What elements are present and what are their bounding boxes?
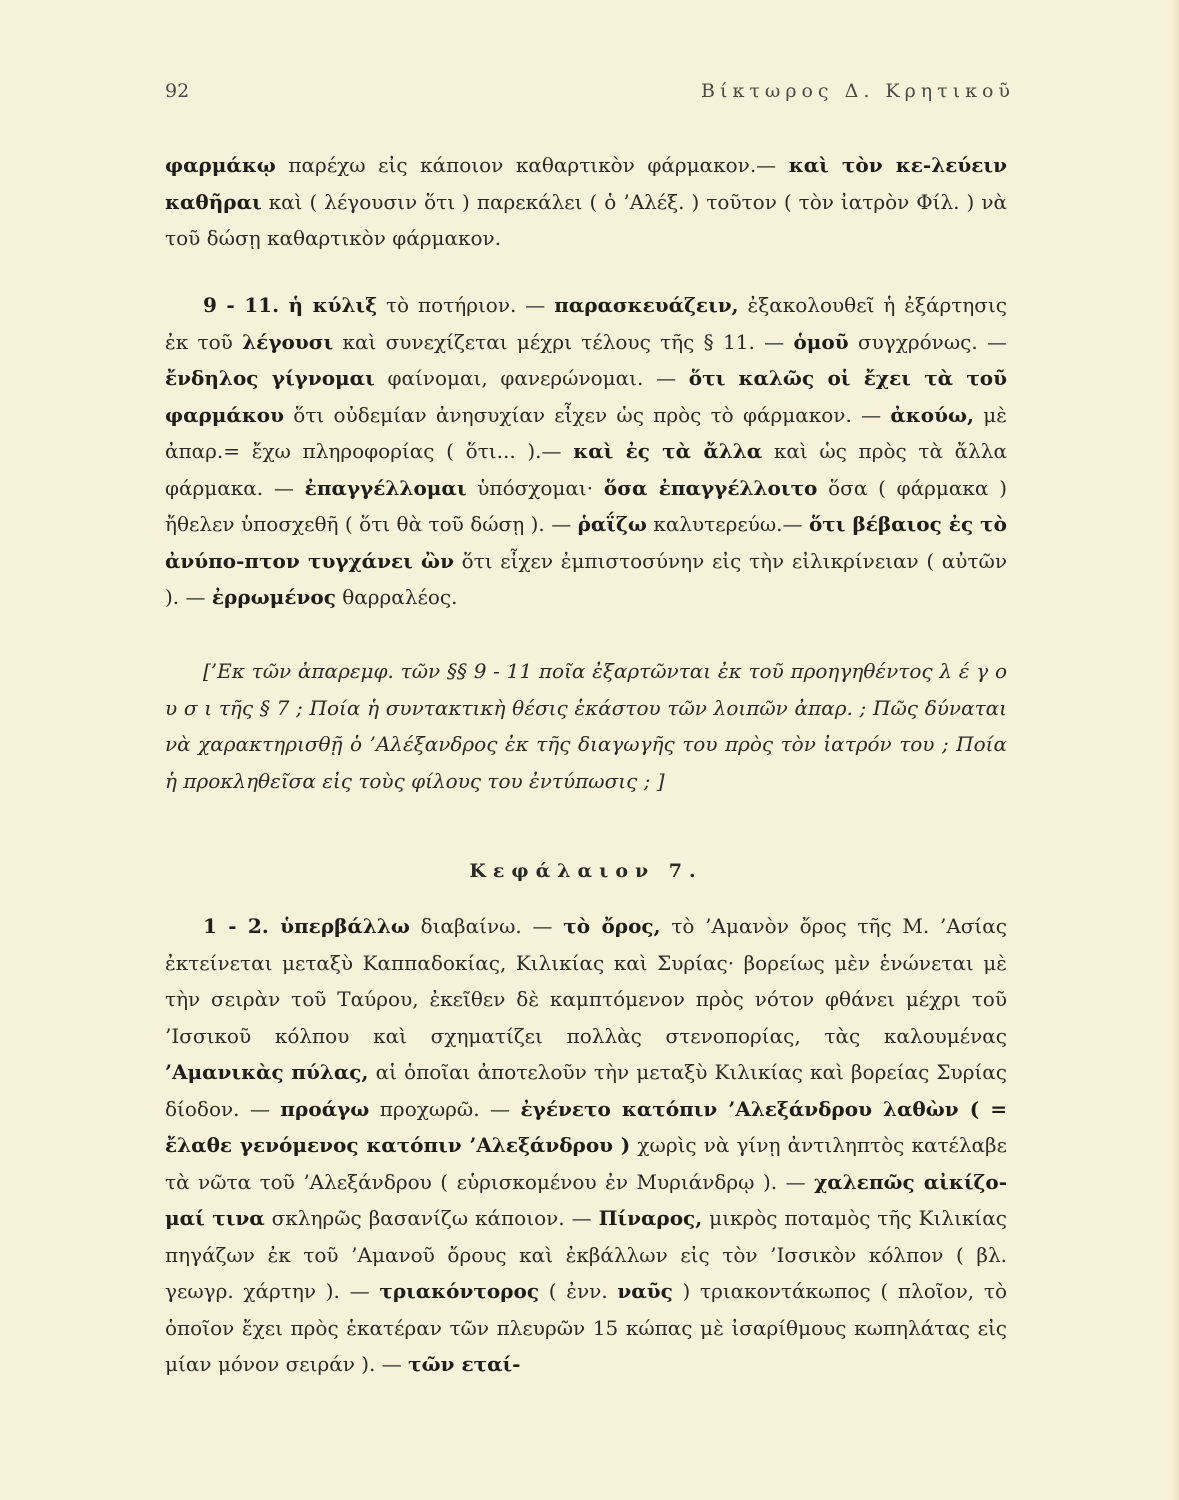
- term: τὸ ὄρος,: [563, 914, 661, 938]
- gloss: καὶ ( λέγουσιν ὅτι ) παρεκάλει ( ὁ ’Αλέξ. ) τοῦτον ( τὸν ἰατρὸν Φίλ. ) νὰ τοῦ δώσῃ καθαρτικὸν φάρμακον.: [165, 189, 1007, 250]
- term: ἀκούω,: [890, 402, 974, 427]
- gloss: μὲ ἀπαρ.= ἔχω πληροφορίας ( ὅτι... ).—: [165, 402, 1007, 463]
- gloss: θαρραλέος.: [335, 585, 458, 609]
- gloss: καλυτερεύω.—: [646, 512, 809, 536]
- gloss: μικρὸς ποταμὸς τῆς Κιλικίας πηγάζων ἐκ τοῦ ’Αμανοῦ ὄρους καὶ ἐκβάλλων εἰς τὸν ’Ισσικὸν κόλπον ( βλ. γεωγρ. χάρτην ). —: [165, 1206, 1007, 1303]
- gloss: ὅσα ( φάρμακα ) ἤθελεν ὑποσχεθῆ ( ὅτι θὰ τοῦ δώσῃ ). —: [165, 475, 1007, 536]
- term: ἐγένετο κατόπιν ’Αλεξάνδρου λαθὼν ( = ἔλαθε γενόμενος κατόπιν ’Αλεξάνδρου ): [165, 1096, 1007, 1157]
- gloss: καὶ συνεχίζεται μέχρι τέλους τῆς § 11. —: [333, 329, 794, 354]
- gloss: τὸ ’Αμανὸν ὄρος τῆς Μ. ’Ασίας ἐκτείνεται μεταξὺ Καππαδοκίας, Κιλικίας καὶ Συρίας· βορείως μὲν ἑνώνεται μὲ τὴν σειρὰν τοῦ Ταύρου, ἐκεῖθεν δὲ καμπτόμενον πρὸς νότον φθάνει μέχρι τοῦ ’Ισσικοῦ κόλπου καὶ σχηματίζει πολλὰς στενοπορίας, τὰς καλουμένας: [165, 914, 1007, 1048]
- gloss: ὅτι οὐδεμίαν ἀνησυχίαν εἶχεν ὡς πρὸς τὸ φάρμακον. —: [284, 402, 891, 427]
- gloss: παρέχω εἰς κάποιον καθαρτικὸν φάρμακον.—: [275, 153, 789, 177]
- gloss: αἱ ὁποῖαι ἀποτελοῦν τὴν μεταξὺ Κιλικίας καὶ βορείας Συρίας δίοδον. —: [165, 1060, 1008, 1121]
- gloss: προχωρῶ. —: [369, 1096, 521, 1121]
- paragraph-1: [165, 147, 1007, 257]
- term: παρασκευάζειν,: [554, 293, 739, 317]
- term: προάγω: [280, 1096, 370, 1121]
- term: ’Αμανικὰς πύλας,: [165, 1060, 369, 1084]
- running-title: Βίκτωρος Δ. Κρητικοῦ: [701, 80, 1015, 102]
- exercise-questions: [’Εκ τῶν ἀπαρεμφ. τῶν §§ 9 - 11 ποῖα ἐξαρτῶνται ἐκ τοῦ προηγηθέντος λ έ γ ο υ σ ι τῆς § 7 ; Ποία ἡ συντακτικὴ θέσις ἑκάστου τῶν λοιπῶν ἀπαρ. ; Πῶς δύναται νὰ χαρακτηρισθῇ ὁ ’Αλέξανδρος ἐκ τῆς διαγωγῆς του πρὸς τὸν ἰατρόν του ; Ποία ἡ προκληθεῖσα εἰς τοὺς φίλους του ἐντύπωσις ; ]: [165, 659, 1007, 793]
- gloss: ἐξακολουθεῖ ἡ ἐξάρτησις ἐκ τοῦ: [165, 293, 1007, 354]
- term: φαρμάκῳ: [165, 153, 276, 177]
- paragraph-4: [165, 908, 1007, 1383]
- gloss: συγχρόνως. —: [848, 329, 1008, 354]
- gloss: ( ἐνν.: [539, 1279, 618, 1303]
- term: ἐρρωμένος: [211, 585, 336, 609]
- term: 9 - 11. ἡ κύλιξ: [203, 293, 378, 317]
- gloss: καὶ ὡς πρὸς τὰ ἄλλα φάρμακα. —: [165, 439, 1007, 500]
- term: καὶ ἐς τὰ ἄλλα: [573, 439, 763, 463]
- term: ναῦς: [617, 1279, 673, 1303]
- term: τριακόντορος: [379, 1279, 540, 1303]
- term: ὅτι καλῶς οἱ ἔχει τὰ τοῦ φαρμάκου: [165, 366, 1008, 427]
- term: ἔνδηλος γίγνομαι: [165, 366, 375, 390]
- gloss: ὑπόσχομαι·: [466, 475, 604, 500]
- term: Πίναρος,: [598, 1206, 703, 1230]
- term: καὶ τὸν κε-λεύειν καθῆραι: [165, 153, 1007, 214]
- page-number: 92: [165, 80, 190, 102]
- term: τῶν εταί-: [408, 1352, 521, 1376]
- term: ὅτι βέβαιος ἐς τὸ ἀνύπο-πτον τυγχάνει ὢν: [165, 512, 1007, 573]
- paragraph-2: [165, 287, 1007, 616]
- gloss: φαίνομαι, φανερώνομαι. —: [374, 366, 689, 390]
- gloss: διαβαίνω. —: [409, 914, 564, 938]
- gloss: σκληρῶς βασανίζω κάποιον. —: [264, 1206, 599, 1230]
- gloss: ὅτι εἶχεν ἐμπιστοσύνην εἰς τὴν εἰλικρίνειαν ( αὐτῶν ). —: [165, 548, 1007, 609]
- chapter-heading: Κεφάλαιον 7.: [469, 860, 703, 882]
- term: ἐπαγγέλλομαι: [304, 475, 467, 500]
- term: 1 - 2. ὑπερβάλλω: [203, 914, 410, 938]
- term: ῥαΐζω: [577, 512, 647, 536]
- term: ὁμοῦ: [793, 329, 849, 354]
- gloss: χωρὶς νὰ γίνῃ ἀντιληπτὸς κατέλαβε τὰ νῶτα τοῦ ’Αλεξάνδρου ( εὑρισκομένου ἐν Μυριάνδρῳ ). —: [165, 1133, 1007, 1194]
- gloss: ) τριακοντάκωπος ( πλοῖον, τὸ ὁποῖον ἔχει πρὸς ἑκατέραν τῶν πλευρῶν 15 κώπας μὲ ἰσαρίθμους κωπηλάτας εἰς μίαν μόνον σειράν ). —: [165, 1279, 1007, 1376]
- gloss: τὸ ποτήριον. —: [377, 293, 555, 317]
- term: χαλεπῶς αἰκίζο-μαί τινα: [165, 1169, 1007, 1230]
- page-edge: [1171, 0, 1179, 1500]
- term: ὅσα ἐπαγγέλλοιτο: [603, 475, 818, 500]
- term: λέγουσι: [242, 329, 334, 354]
